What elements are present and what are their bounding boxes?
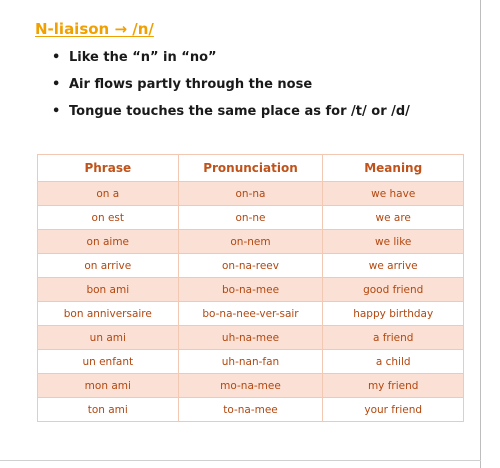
- cell-phrase: on aime: [38, 230, 179, 254]
- bullet-item: [52, 103, 410, 130]
- bullet-list: [52, 49, 410, 130]
- header-phrase: Phrase: [38, 155, 179, 182]
- cell-pronunciation: uh-nan-fan: [178, 350, 323, 374]
- table-row: [38, 326, 464, 350]
- cell-pronunciation: on-na: [178, 182, 323, 206]
- section-heading: N-liaison → /n/: [35, 20, 154, 38]
- table-row: [38, 350, 464, 374]
- bullet-dot-icon: •: [52, 77, 61, 92]
- header-meaning: Meaning: [323, 155, 464, 182]
- cell-pronunciation: to-na-mee: [178, 398, 323, 422]
- cell-pronunciation: bo-na-mee: [178, 278, 323, 302]
- cell-phrase: on arrive: [38, 254, 179, 278]
- table-row: [38, 206, 464, 230]
- table-row: [38, 182, 464, 206]
- cell-pronunciation: on-nem: [178, 230, 323, 254]
- cell-meaning: my friend: [323, 374, 464, 398]
- cell-meaning: we arrive: [323, 254, 464, 278]
- cell-phrase: on a: [38, 182, 179, 206]
- table-row: [38, 278, 464, 302]
- page-right-edge: [480, 0, 481, 468]
- cell-phrase: un ami: [38, 326, 179, 350]
- cell-pronunciation: uh-na-mee: [178, 326, 323, 350]
- cell-meaning: we are: [323, 206, 464, 230]
- cell-phrase: mon ami: [38, 374, 179, 398]
- bullet-item: [52, 76, 410, 103]
- bullet-dot-icon: •: [52, 104, 61, 119]
- cell-meaning: a friend: [323, 326, 464, 350]
- cell-pronunciation: on-ne: [178, 206, 323, 230]
- cell-pronunciation: on-na-reev: [178, 254, 323, 278]
- table-header-row: [38, 155, 464, 182]
- table-row: [38, 230, 464, 254]
- cell-phrase: bon ami: [38, 278, 179, 302]
- liaison-table: [37, 154, 464, 422]
- table-row: [38, 254, 464, 278]
- cell-phrase: un enfant: [38, 350, 179, 374]
- cell-meaning: happy birthday: [323, 302, 464, 326]
- cell-meaning: a child: [323, 350, 464, 374]
- page-bottom-edge: [0, 460, 481, 461]
- cell-meaning: your friend: [323, 398, 464, 422]
- bullet-text: Like the “n” in “no”: [69, 50, 217, 65]
- bullet-text: Tongue touches the same place as for /t/ or /d/: [69, 104, 410, 119]
- table-row: [38, 374, 464, 398]
- cell-pronunciation: mo-na-mee: [178, 374, 323, 398]
- cell-meaning: good friend: [323, 278, 464, 302]
- cell-meaning: we like: [323, 230, 464, 254]
- cell-phrase: on est: [38, 206, 179, 230]
- cell-phrase: ton ami: [38, 398, 179, 422]
- bullet-text: Air flows partly through the nose: [69, 77, 313, 92]
- bullet-item: [52, 49, 410, 76]
- table-row: [38, 302, 464, 326]
- cell-phrase: bon anniversaire: [38, 302, 179, 326]
- table-row: [38, 398, 464, 422]
- cell-pronunciation: bo-na-nee-ver-sair: [178, 302, 323, 326]
- bullet-dot-icon: •: [52, 50, 61, 65]
- cell-meaning: we have: [323, 182, 464, 206]
- header-pronunciation: Pronunciation: [178, 155, 323, 182]
